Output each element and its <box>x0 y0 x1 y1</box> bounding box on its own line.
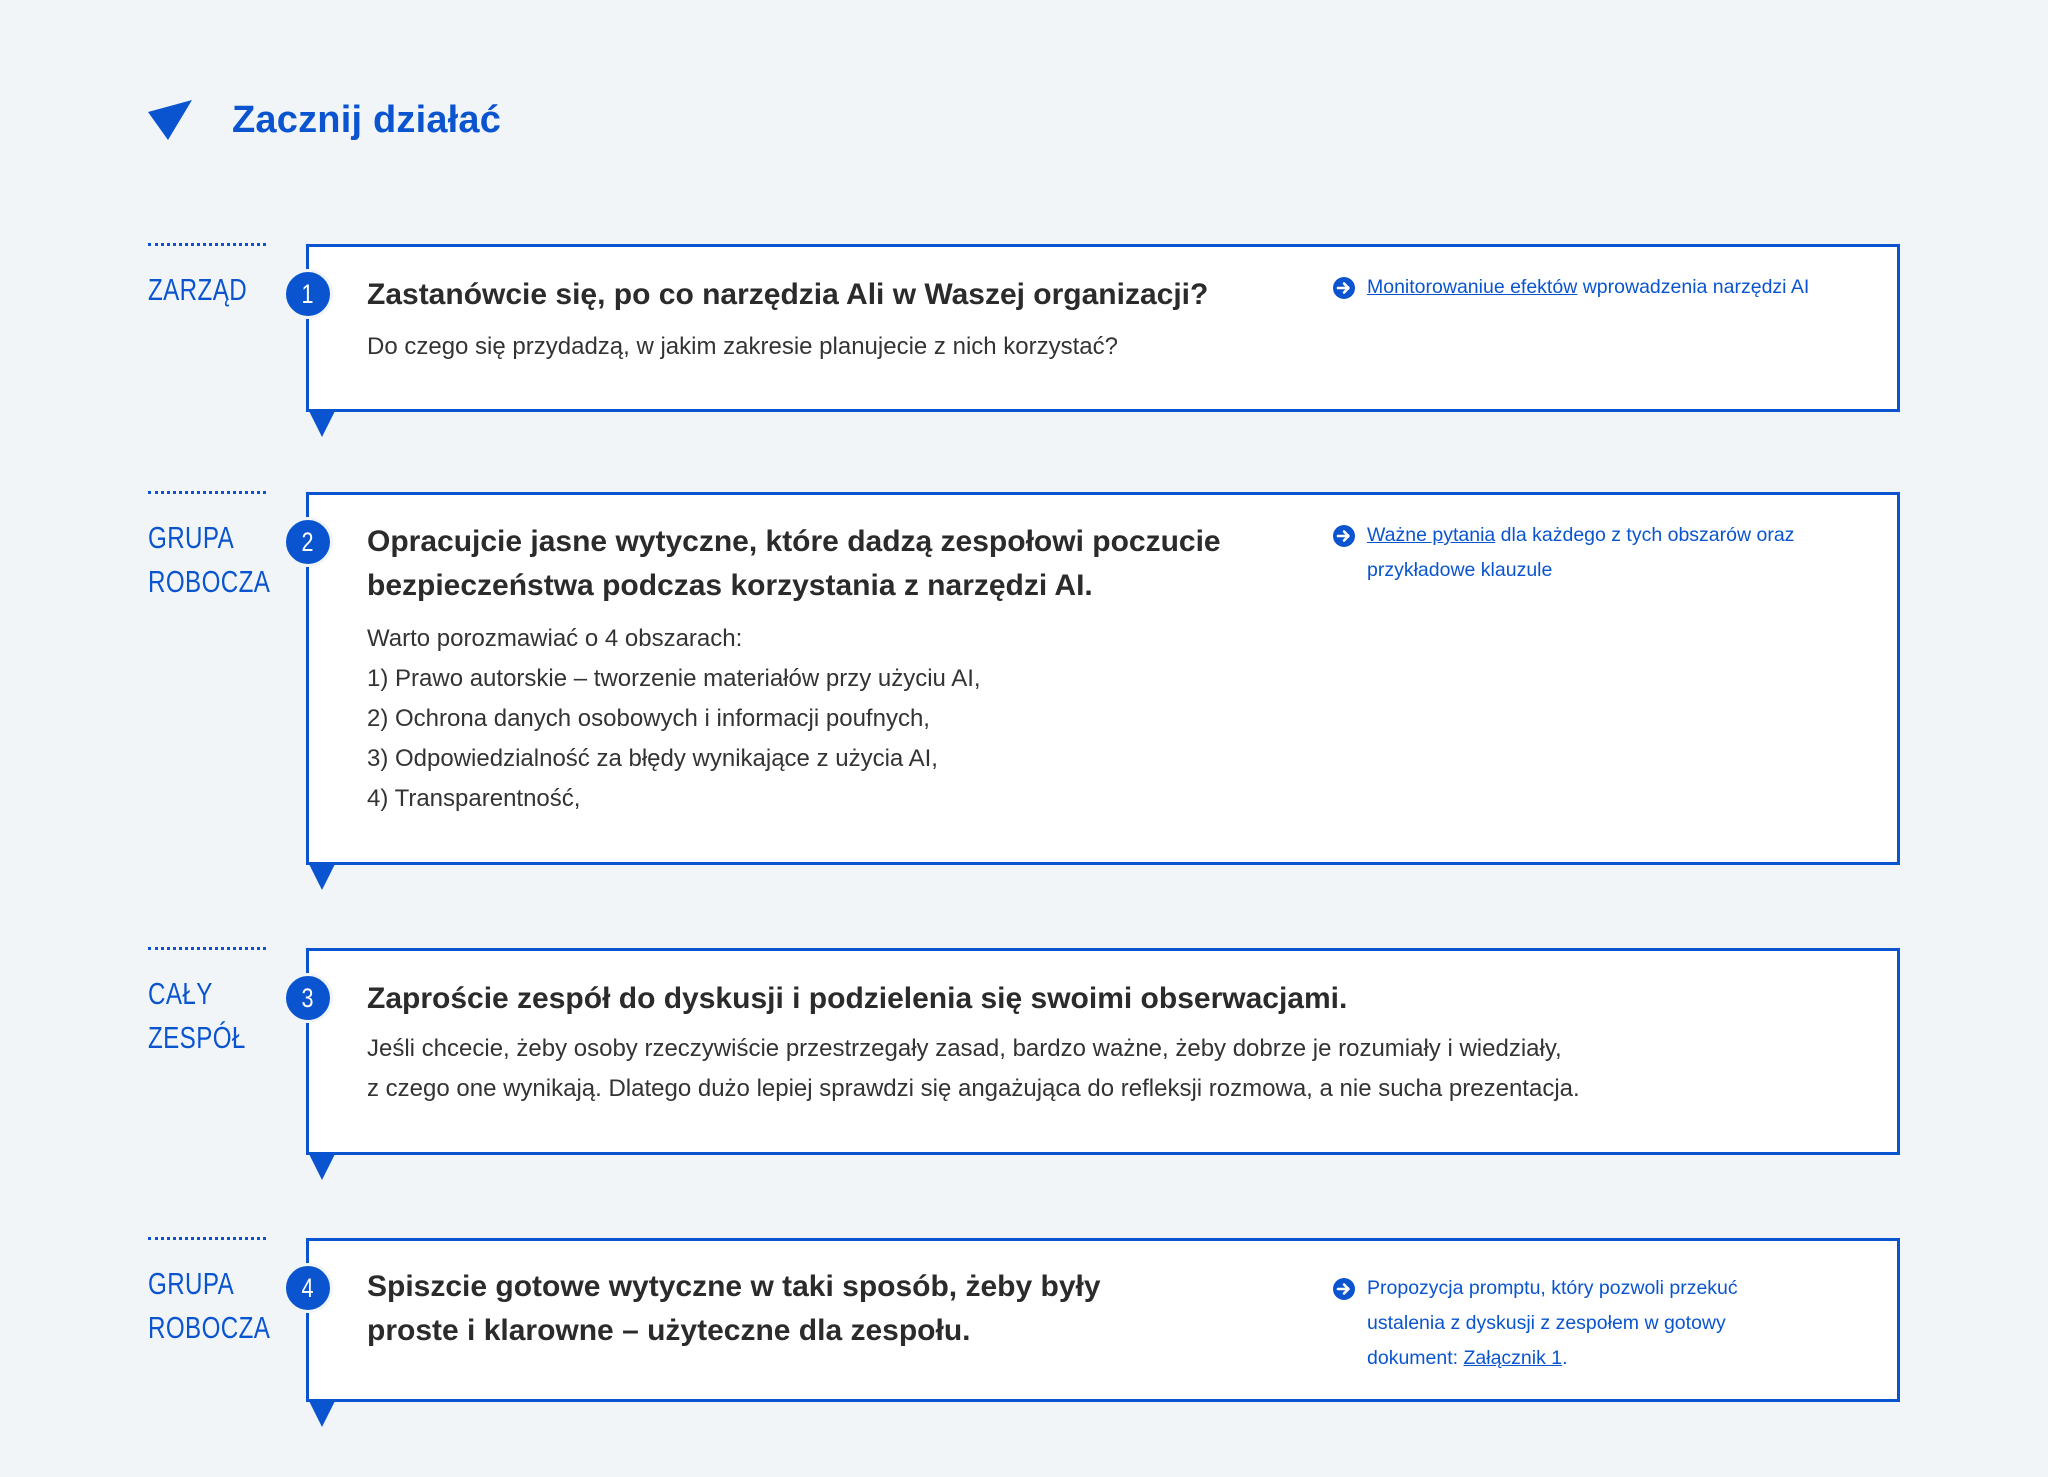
important-questions-link[interactable]: Ważne pytania <box>1367 524 1496 546</box>
step-role <box>148 516 271 604</box>
step-card <box>301 1238 1900 1402</box>
dotted-divider <box>148 491 266 494</box>
role-line: ZESPÓŁ <box>148 1020 246 1055</box>
resource-link-block <box>1333 518 1873 588</box>
step-number: 3 <box>301 983 315 1013</box>
title-line: Opracujcie jasne wytyczne, które dadzą zespołowi poczucie <box>367 525 1221 558</box>
role-line: CAŁY <box>148 976 213 1011</box>
body-line: 3) Odpowiedzialność za błędy wynikające z użycia AI, <box>367 745 938 772</box>
step-number: 4 <box>301 1273 315 1303</box>
title-line: Zaproście zespół do dyskusji i podzielenia się swoimi obserwacjami. <box>367 982 1348 1015</box>
step-number: 2 <box>301 527 315 557</box>
title-line: proste i klarowne – użyteczne dla zespołu. <box>367 1314 971 1347</box>
body-line: Warto porozmawiać o 4 obszarach: <box>367 625 743 652</box>
dotted-divider <box>148 1237 266 1240</box>
link-description: wprowadzenia narzędzi AI <box>1577 276 1810 298</box>
link-suffix: . <box>1562 1347 1568 1369</box>
title-line: bezpieczeństwa podczas korzystania z narzędzi AI. <box>367 569 1093 602</box>
role-line: ZARZĄD <box>148 272 248 307</box>
step-body <box>367 1029 1580 1109</box>
dotted-divider <box>148 243 266 246</box>
arrow-circle-right-icon <box>1333 277 1355 299</box>
resource-link-block <box>1333 270 1893 305</box>
step-body <box>367 327 1118 367</box>
down-pointer-icon <box>309 1401 335 1427</box>
step-number-badge <box>283 517 333 567</box>
triangle-pointer-icon <box>148 100 192 140</box>
body-line: Do czego się przydadzą, w jakim zakresie planujecie z nich korzystać? <box>367 333 1118 360</box>
dotted-divider <box>148 947 266 950</box>
step-body <box>367 619 981 819</box>
attachment-1-link[interactable]: Załącznik 1 <box>1463 1347 1563 1369</box>
link-description: dla każdego z tych obszarów oraz przykładowe klauzule <box>1367 524 1795 581</box>
title-line: Zastanówcie się, po co narzędzia Ali w Waszej organizacji? <box>367 278 1209 311</box>
step-number-badge <box>283 269 333 319</box>
step-title <box>367 273 1208 317</box>
title-line: Spiszcie gotowe wytyczne w taki sposób, żeby były <box>367 1270 1101 1303</box>
step-number-badge <box>283 973 333 1023</box>
body-line: 4) Transparentność, <box>367 785 581 812</box>
monitoring-link[interactable]: Monitorowaniue efektów <box>1367 276 1578 298</box>
body-line: Jeśli chcecie, żeby osoby rzeczywiście przestrzegały zasad, bardzo ważne, żeby dobrze je rozumiały i wiedziały, <box>367 1035 1562 1062</box>
step-card <box>301 948 1900 1155</box>
down-pointer-icon <box>309 864 335 890</box>
step-number: 1 <box>301 279 315 309</box>
section-header <box>148 96 501 144</box>
step-title <box>367 520 1221 608</box>
down-pointer-icon <box>309 1154 335 1180</box>
role-line: GRUPA <box>148 520 235 555</box>
step-role <box>148 268 265 312</box>
step-title <box>367 977 1347 1021</box>
role-line: ROBOCZA <box>148 564 271 599</box>
link-description: Propozycja promptu, który pozwoli przekuć ustalenia z dyskusji z zespołem w gotowy dokument: <box>1367 1277 1738 1369</box>
body-line: z czego one wynikają. Dlatego dużo lepiej sprawdzi się angażująca do refleksji rozmowa, a nie sucha prezentacja. <box>367 1075 1580 1102</box>
role-line: GRUPA <box>148 1266 235 1301</box>
step-card <box>301 244 1900 412</box>
role-line: ROBOCZA <box>148 1310 271 1345</box>
body-line: 1) Prawo autorskie – tworzenie materiałów przy użyciu AI, <box>367 665 981 692</box>
arrow-circle-right-icon <box>1333 1278 1355 1300</box>
body-line: 2) Ochrona danych osobowych i informacji poufnych, <box>367 705 930 732</box>
step-title <box>367 1265 1101 1353</box>
section-title: Zacznij działać <box>232 98 502 141</box>
step-number-badge <box>283 1263 333 1313</box>
step-card <box>301 492 1900 865</box>
step-role <box>148 1262 271 1350</box>
arrow-circle-right-icon <box>1333 525 1355 547</box>
step-role <box>148 972 265 1060</box>
down-pointer-icon <box>309 411 335 437</box>
resource-link-block <box>1333 1271 1803 1376</box>
